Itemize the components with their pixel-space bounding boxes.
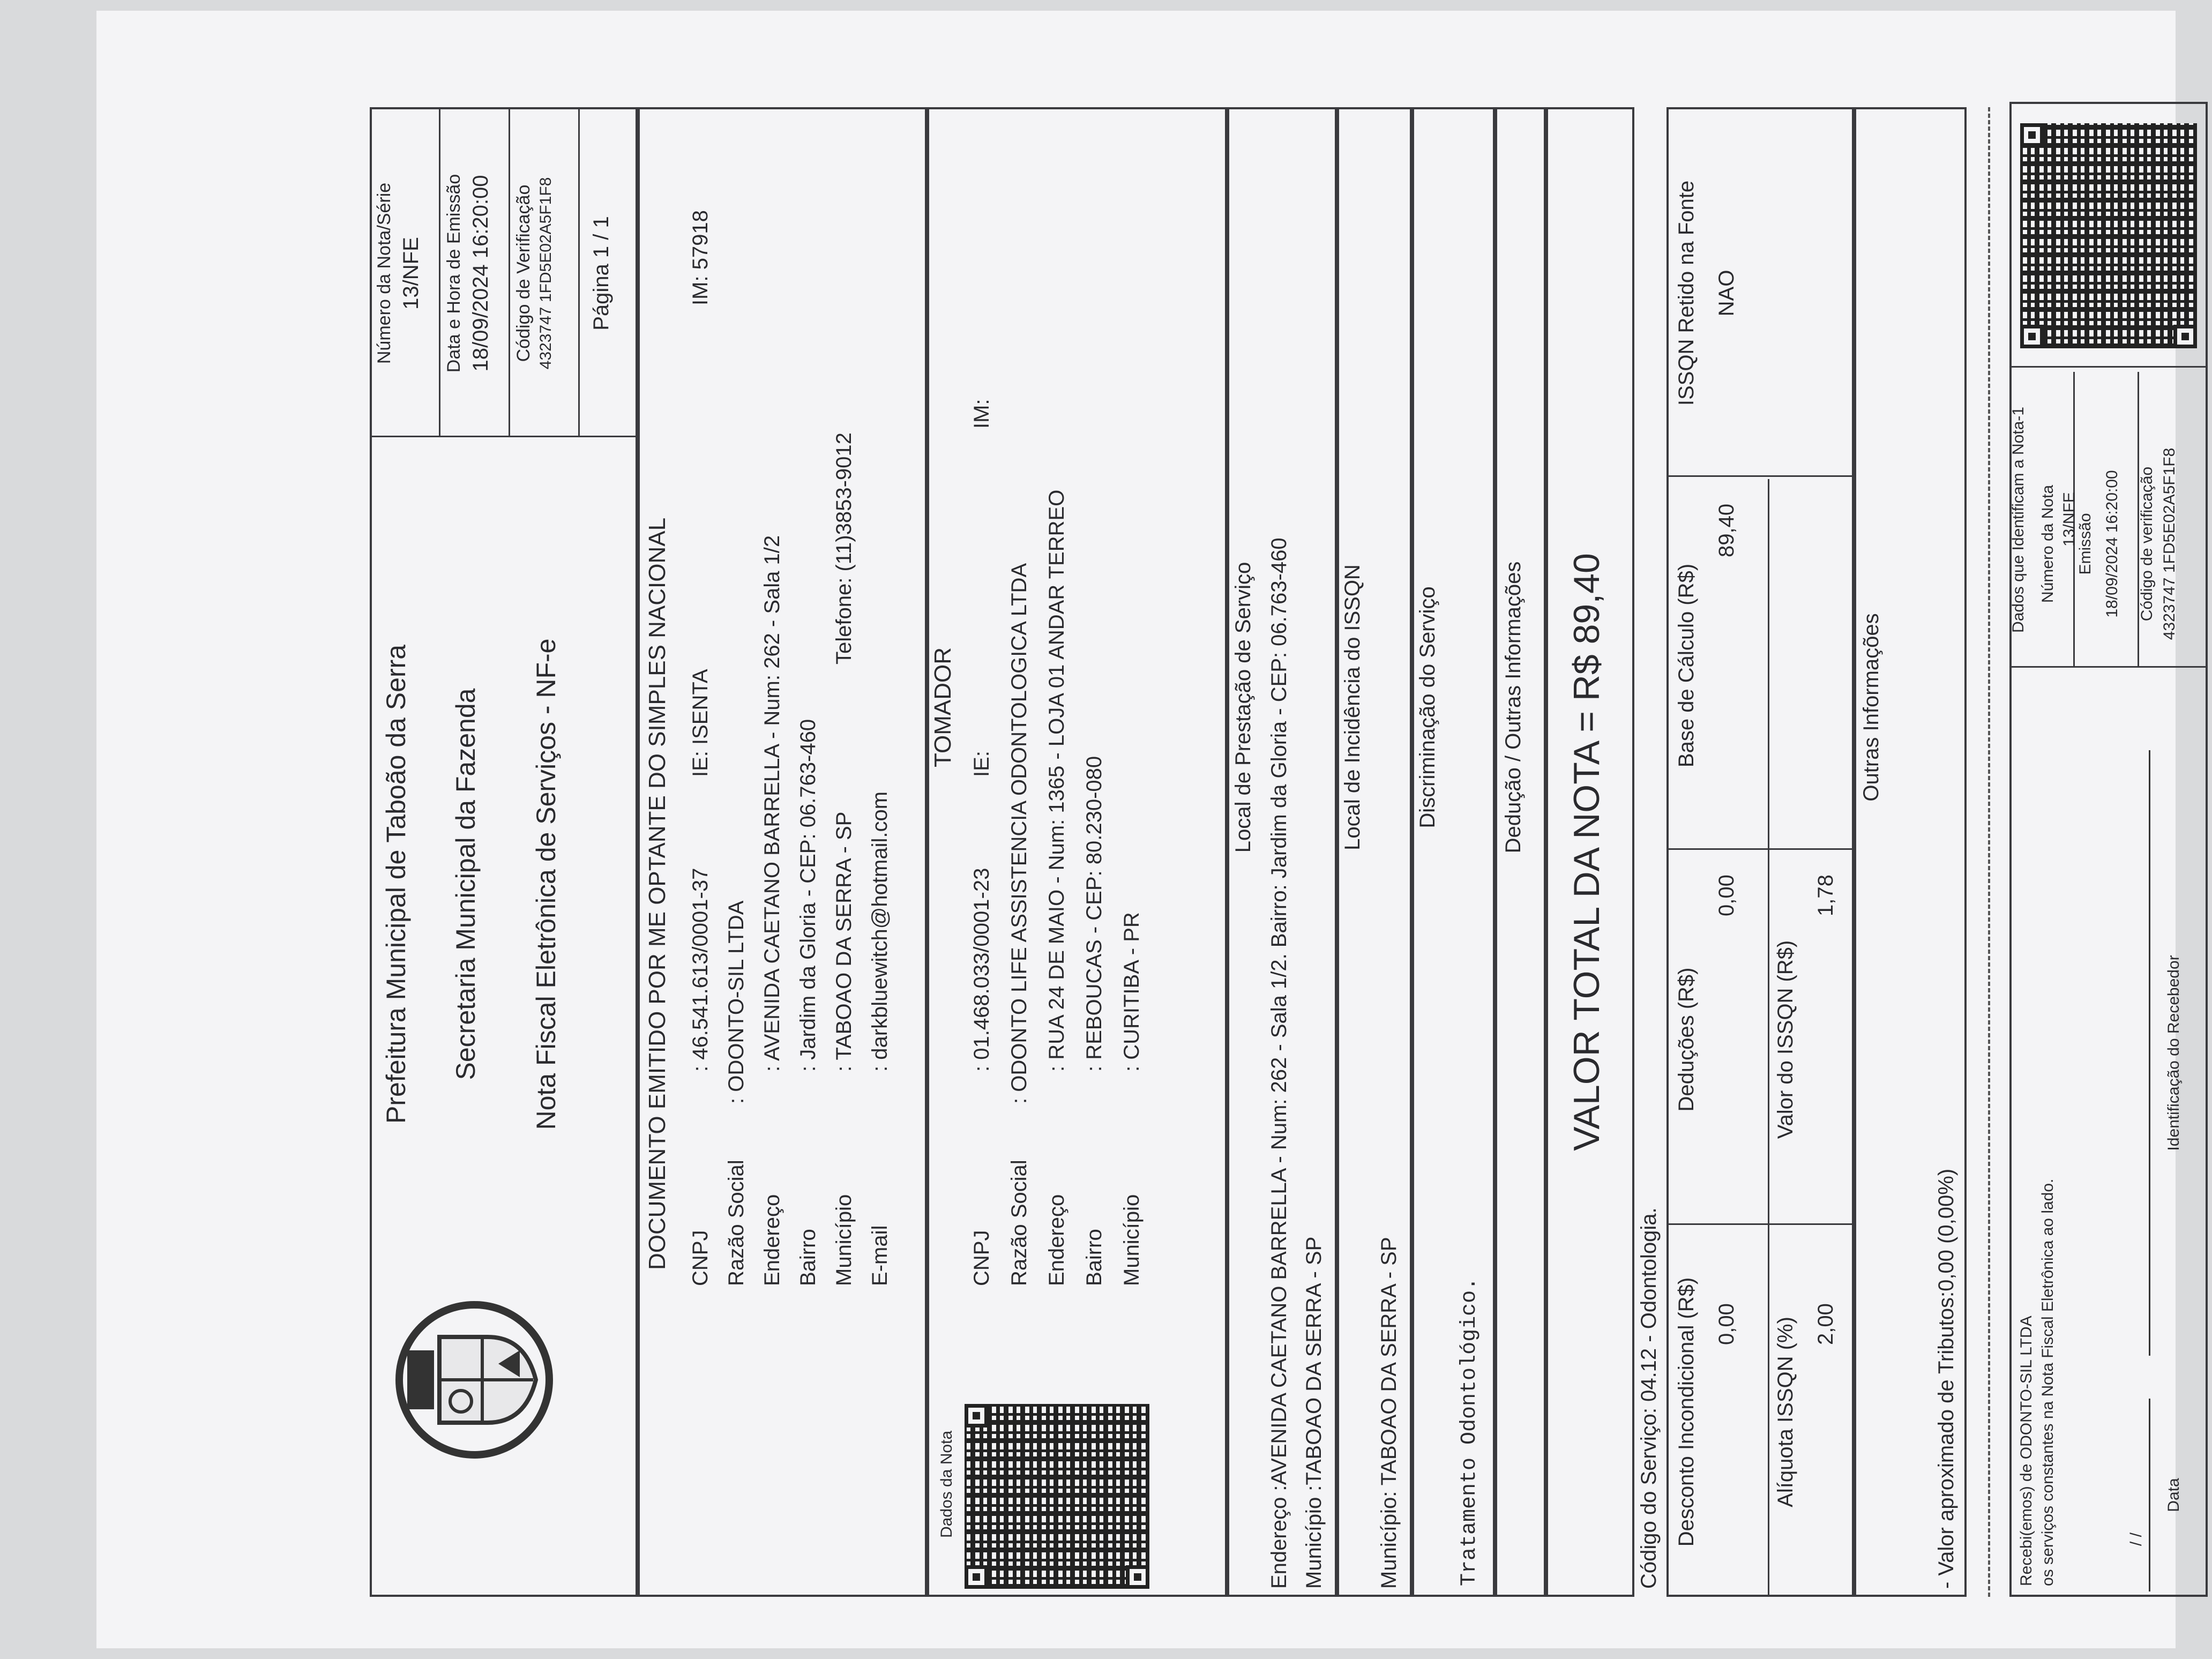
- recibo-line1: Recebi(emos) de ODONTO-SIL LTDA: [2017, 1316, 2035, 1586]
- recibo-data-label: Data: [2165, 1478, 2183, 1512]
- deducoes-value: 0,00: [1715, 875, 1738, 916]
- tomador-box: [927, 107, 1227, 1597]
- tomador-bairro: : REBOUCAS - CEP: 80.230-080: [1082, 756, 1106, 1072]
- prestador-email-label: E-mail: [868, 1225, 892, 1286]
- tomador-cnpj: : 01.468.033/0001-23: [970, 868, 993, 1072]
- tomador-title: TOMADOR: [930, 647, 956, 768]
- base-calculo-value: 89,40: [1715, 503, 1738, 557]
- local-prestacao-title: Local de Prestação de Serviço: [1231, 562, 1255, 853]
- prestador-email: : darkbluewitch@hotmail.com: [868, 791, 892, 1072]
- aliquota-value: 2,00: [1814, 1303, 1837, 1345]
- receiver-signature-line: [2149, 750, 2150, 1356]
- desconto-label: Desconto Incondicional (R$): [1675, 1277, 1698, 1547]
- codigo-servico: Código do Serviço: 04.12 - Odontologia.: [1637, 1207, 1661, 1589]
- local-incidencia-title: Local de Incidência do ISSQN: [1341, 564, 1364, 850]
- codigo-value: 4323747 1FD5E02A5F1F8: [537, 177, 555, 370]
- recibo-numero-label: Número da Nota: [2039, 484, 2057, 603]
- recibo-numero: 13/NFE: [2060, 492, 2078, 547]
- dados-da-nota-label: Dados da Nota: [938, 1430, 955, 1538]
- discriminacao-title: Discriminação do Serviço: [1416, 586, 1439, 828]
- tomador-im: IM:: [970, 399, 993, 429]
- recibo-qr-code: [2020, 123, 2197, 348]
- valor-total: VALOR TOTAL DA NOTA = R$ 89,40: [1566, 553, 1607, 1151]
- tomador-bairro-label: Bairro: [1082, 1229, 1106, 1286]
- prestador-municipio: : TABOAO DA SERRA - SP: [832, 811, 856, 1072]
- recibo-line2: os serviços constantes na Nota Fiscal Eletrônica ao lado.: [2039, 1178, 2057, 1586]
- numero-value: 13/NFE: [399, 237, 423, 310]
- tomador-qr-code: [965, 1404, 1149, 1589]
- city-coat-of-arms: [380, 1291, 560, 1468]
- aliquota-label: Alíquota ISSQN (%): [1774, 1317, 1797, 1507]
- secretaria-title: Secretaria Municipal da Fazenda: [451, 688, 481, 1080]
- prestador-endereco-label: Endereço: [760, 1194, 784, 1286]
- data-emissao-label: Data e Hora de Emissão: [444, 174, 464, 373]
- recibo-emissao: 18/09/2024 16:20:00: [2103, 470, 2121, 618]
- tomador-endereco: : RUA 24 DE MAIO - Num: 1365 - LOJA 01 ANDAR TERREO: [1045, 489, 1068, 1072]
- recibo-emissao-label: Emissão: [2076, 513, 2094, 575]
- codigo-label: Código de Verificação: [513, 184, 534, 362]
- tomador-municipio-label: Município: [1120, 1194, 1144, 1286]
- prestador-im: IM: 57918: [689, 210, 712, 305]
- tomador-ie: IE:: [970, 751, 993, 777]
- desconto-value: 0,00: [1715, 1303, 1738, 1345]
- local-incidencia-municipio: Município: TABOAO DA SERRA - SP: [1377, 1237, 1401, 1589]
- cut-line: [1988, 107, 1990, 1597]
- recibo-dados-title: Dados que Identificam a Nota-1: [2009, 407, 2027, 633]
- recibo-codigo: 4323747 1FD5E02A5F1F8: [2161, 447, 2178, 640]
- deducao-title: Dedução / Outras Informações: [1501, 561, 1525, 854]
- prestador-cnpj: : 46.541.613/0001-37: [689, 868, 712, 1072]
- prefeitura-title: Prefeitura Municipal de Taboão da Serra: [381, 644, 411, 1124]
- prestador-bairro: : Jardim da Gloria - CEP: 06.763-460: [796, 719, 820, 1072]
- local-prestacao-endereco: Endereço :AVENIDA CAETANO BARRELLA - Num: 262 - Sala 1/2. Bairro: Jardim da Gloria - CEP: 06.763-460: [1267, 537, 1291, 1589]
- deducoes-label: Deduções (R$): [1675, 967, 1698, 1112]
- pagina-number: Página 1 / 1: [589, 216, 613, 331]
- outras-informacoes-title: Outras Informações: [1859, 613, 1883, 802]
- numero-label: Número da Nota/Série: [374, 182, 394, 364]
- simples-nacional-notice: DOCUMENTO EMITIDO POR ME OPTANTE DO SIMPLES NACIONAL: [644, 517, 670, 1270]
- prestador-razao: : ODONTO-SIL LTDA: [724, 900, 748, 1104]
- prestador-razao-label: Razão Social: [724, 1160, 748, 1286]
- tributos-aproximados: - Valor aproximado de Tributos:0,00 (0,00%): [1934, 1168, 1958, 1589]
- prestador-ie: IE: ISENTA: [689, 669, 712, 777]
- issqn-retido-label: ISSQN Retido na Fonte: [1675, 180, 1698, 406]
- prestador-cnpj-label: CNPJ: [689, 1230, 712, 1286]
- prestador-municipio-label: Município: [832, 1194, 856, 1286]
- recibo-date-blank: / /: [2127, 1532, 2145, 1546]
- tomador-cnpj-label: CNPJ: [970, 1230, 993, 1286]
- paper-sheet: [96, 11, 2183, 1648]
- prestador-telefone: Telefone: (11)3853-9012: [832, 432, 856, 664]
- nfe-document: [220, 59, 2212, 1645]
- recibo-ident-label: Identificação do Recebedor: [2165, 955, 2183, 1151]
- document-title: Nota Fiscal Eletrônica de Serviços - NF-e: [531, 638, 561, 1130]
- base-calculo-label: Base de Cálculo (R$): [1675, 563, 1698, 768]
- valor-issqn-value: 1,78: [1814, 875, 1837, 916]
- local-prestacao-municipio: Município :TABOAO DA SERRA - SP: [1302, 1236, 1326, 1589]
- tomador-municipio: : CURITIBA - PR: [1120, 912, 1144, 1072]
- valor-issqn-label: Valor do ISSQN (R$): [1774, 940, 1797, 1139]
- issqn-retido-value: NAO: [1715, 270, 1738, 317]
- prestador-bairro-label: Bairro: [796, 1229, 820, 1286]
- date-signature-line: [2149, 1399, 2150, 1591]
- tomador-razao-label: Razão Social: [1007, 1160, 1031, 1286]
- tomador-razao: : ODONTO LIFE ASSISTENCIA ODONTOLOGICA LTDA: [1007, 563, 1031, 1104]
- recibo-codigo-label: Código de verificação: [2138, 466, 2156, 622]
- discriminacao-text: Tratamento Odontológico.: [1458, 1277, 1482, 1586]
- prestador-endereco: : AVENIDA CAETANO BARRELLA - Num: 262 - Sala 1/2: [760, 535, 784, 1072]
- tomador-endereco-label: Endereço: [1045, 1194, 1068, 1286]
- data-emissao-value: 18/09/2024 16:20:00: [469, 175, 492, 372]
